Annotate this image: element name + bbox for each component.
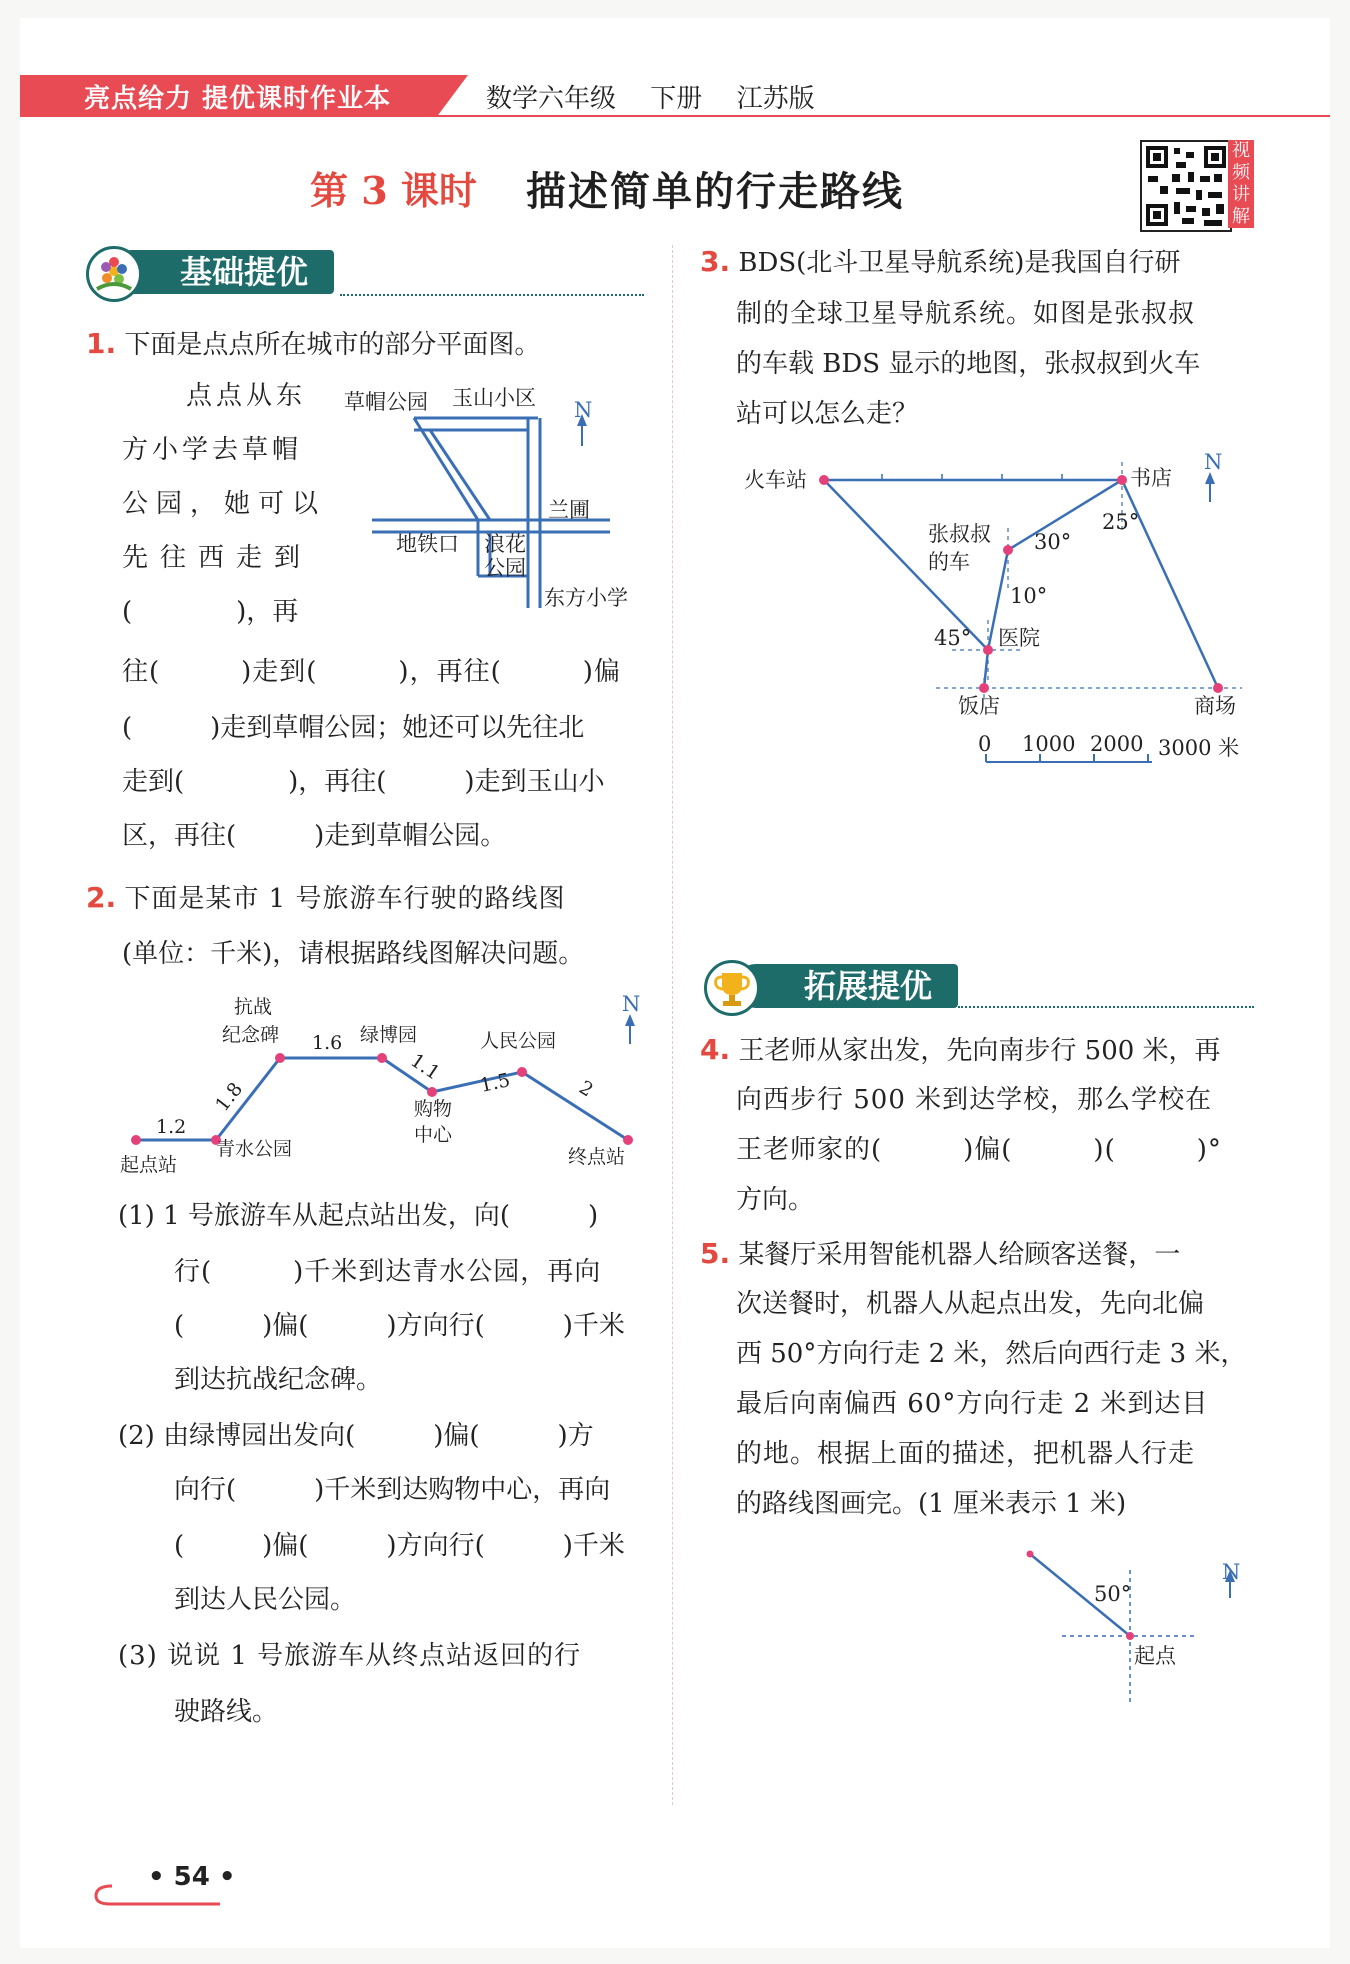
edition-label: 江苏版 [736, 84, 815, 114]
q3-angle-30: 30° [1034, 530, 1072, 554]
q1-label-ditie: 地铁口 [396, 532, 459, 556]
q1-line-3: 公园，她可以 [122, 489, 327, 519]
q2-sub1-line-4: 到达抗战纪念碑。 [174, 1365, 383, 1395]
q5-number: 5. [700, 1237, 731, 1270]
q5-line-2: 次送餐时，机器人从起点出发，先向北偏 [736, 1289, 1205, 1319]
q2-point-start [131, 1135, 141, 1145]
q3-point-hospital [983, 645, 993, 655]
section-extend-badge: 拓展提优 [734, 964, 958, 1008]
q2-number: 2. [86, 881, 117, 914]
q2-label-gouwu-2: 中心 [414, 1124, 453, 1146]
q5-line-1: 5. 某餐厅采用智能机器人给顾客送餐，一 [700, 1237, 1181, 1270]
q3-label-car-2: 的车 [928, 550, 970, 574]
section-extend-dotline [958, 1006, 1254, 1008]
q4-line-1: 4. 王老师从家出发，先向南步行 500 米，再 [700, 1033, 1221, 1066]
q1-line-5: ( )，再 [122, 597, 299, 627]
q4-number: 4. [700, 1033, 731, 1066]
qr-code-icon[interactable] [1140, 140, 1232, 232]
q5-line-5: 的地。根据上面的描述，把机器人行走 [736, 1439, 1196, 1469]
header-rule [20, 115, 1330, 117]
column-divider [672, 245, 673, 1805]
q3-line-1: 3. BDS(北斗卫星导航系统)是我国自行研 [700, 245, 1181, 278]
q2-sub1-line-1: (1) 1 号旅游车从起点站出发，向( ) [118, 1201, 599, 1231]
q1-line-4: 先往西走到 [122, 543, 313, 573]
q2-label-lvbo: 绿博园 [360, 1024, 418, 1046]
q2-dist-2: 1.8 [211, 1078, 248, 1116]
q1-label-caomao: 草帽公园 [344, 390, 428, 414]
q1-north-label: N [574, 398, 593, 422]
q5-line-3: 西 50°方向行走 2 米，然后向西行走 3 米， [736, 1339, 1247, 1369]
q1-line-6: 往( )走到( )，再往( )偏 [122, 657, 621, 687]
q5-line-6: 的路线图画完。(1 厘米表示 1 米) [736, 1489, 1127, 1519]
q4-line-3: 王老师家的( )偏( )( )° [736, 1135, 1222, 1165]
q1-stem: 1. 下面是点点所在城市的部分平面图。 [86, 327, 541, 360]
q2-point-renmin [517, 1067, 527, 1077]
q3-label-train: 火车站 [744, 468, 807, 492]
q1-label-lanyuan: 兰圃 [548, 498, 590, 522]
q3-angle-10: 10° [1010, 584, 1048, 608]
q2-sub1-line-3: ( )偏( )方向行( )千米 [174, 1311, 625, 1341]
q2-dist-4: 1.1 [406, 1049, 444, 1085]
q3-label-hospital: 医院 [998, 626, 1040, 650]
q4-line-2: 向西步行 500 米到达学校，那么学校在 [736, 1085, 1213, 1115]
q3-label-restaurant: 饭店 [958, 694, 1000, 718]
q2-label-end: 终点站 [568, 1146, 626, 1168]
q2-sub2-line-1: (2) 由绿博园出发向( )偏( )方 [118, 1421, 594, 1451]
q2-point-kangzhan [275, 1053, 285, 1063]
q2-dist-6: 2 [575, 1076, 598, 1102]
q1-number: 1. [86, 327, 117, 360]
q2-point-lvbo [377, 1053, 387, 1063]
q5-line-4: 最后向南偏西 60°方向行走 2 米到达目 [736, 1389, 1209, 1419]
q2-sub1-line-2: 行( )千米到达青水公园，再向 [174, 1257, 602, 1287]
q2-sub3-line-2: 驶路线。 [174, 1697, 279, 1727]
lesson-number: 第 3 课时 [310, 168, 477, 213]
flower-icon [86, 246, 142, 302]
q3-scale-1000: 1000 [1022, 732, 1076, 756]
q3-bds-map [730, 450, 1250, 780]
q3-scale-2000: 2000 [1090, 732, 1144, 756]
q2-label-start: 起点站 [120, 1154, 178, 1176]
q3-number: 3. [700, 245, 731, 278]
q2-label-gouwu-1: 购物 [414, 1098, 453, 1120]
q2-dist-1: 1.2 [156, 1116, 187, 1138]
q3-line-4: 站可以怎么走？ [736, 399, 919, 429]
q2-dist-3: 1.6 [312, 1032, 343, 1054]
q2-sub2-line-2: 向行( )千米到达购物中心，再向 [174, 1475, 611, 1505]
series-title: 亮点给力 提优课时作业本 [84, 84, 392, 114]
q3-label-mall: 商场 [1194, 694, 1236, 718]
q1-line-1: 点点从东 [186, 381, 307, 411]
q3-point-car [1003, 545, 1013, 555]
q3-north-label: N [1204, 450, 1223, 474]
q5-start-point [1126, 1632, 1134, 1640]
q3-label-book: 书店 [1130, 466, 1172, 490]
q3-scale-0: 0 [978, 732, 992, 756]
q3-point-book [1117, 475, 1127, 485]
q2-label-kangzhan-2: 纪念碑 [222, 1024, 280, 1046]
q3-point-train [819, 475, 829, 485]
q2-label-renmin: 人民公园 [480, 1030, 557, 1052]
q1-label-langhua-1: 浪花 [484, 532, 526, 556]
q2-sub3-line-1: (3) 说说 1 号旅游车从终点站返回的行 [118, 1641, 582, 1671]
q3-scale-3000: 3000 米 [1158, 736, 1240, 760]
q5-robot-route [1010, 1540, 1250, 1710]
q1-line-2: 方小学去草帽 [122, 435, 303, 465]
q5-angle-50: 50° [1094, 1582, 1132, 1606]
q3-angle-45: 45° [934, 626, 972, 650]
q1-line-9: 区，再往( )走到草帽公园。 [122, 821, 507, 851]
video-explain-tag: 视 频 讲 解 [1228, 140, 1254, 228]
q3-line-2: 制的全球卫星导航系统。如图是张叔叔 [736, 299, 1196, 329]
q3-label-car-1: 张叔叔 [928, 522, 991, 546]
q2-north-label: N [622, 992, 641, 1016]
q1-label-yushan: 玉山小区 [452, 386, 536, 410]
section-basic-badge: 基础提优 [110, 250, 334, 294]
q1-label-dongfang: 东方小学 [544, 586, 628, 610]
q2-dist-5: 1.5 [478, 1069, 513, 1097]
q4-line-4: 方向。 [736, 1185, 815, 1215]
page-number: • 54 • [148, 1862, 236, 1892]
q5-north-label: N [1222, 1560, 1241, 1584]
q2-sub2-line-3: ( )偏( )方向行( )千米 [174, 1531, 625, 1561]
q2-stem-1: 2. 下面是某市 1 号旅游车行驶的路线图 [86, 881, 566, 914]
q2-label-qingshui: 青水公园 [216, 1138, 293, 1160]
q1-label-langhua-2: 公园 [484, 556, 526, 580]
section-basic-dotline [340, 294, 644, 296]
book-info [486, 78, 841, 115]
q5-label-start: 起点 [1134, 1644, 1176, 1668]
volume-label: 下册 [650, 84, 703, 114]
q2-sub2-line-4: 到达人民公园。 [174, 1585, 357, 1615]
trophy-icon [704, 960, 760, 1016]
q3-line-3: 的车载 BDS 显示的地图，张叔叔到火车 [736, 349, 1201, 379]
lesson-title: 描述简单的行走路线 [526, 168, 904, 215]
q1-line-7: ( )走到草帽公园；她还可以先往北 [122, 713, 585, 743]
q2-stem-2: (单位：千米)，请根据路线图解决问题。 [122, 939, 585, 969]
subject-label: 数学六年级 [486, 84, 617, 114]
q3-angle-25: 25° [1102, 510, 1140, 534]
q2-label-kangzhan-1: 抗战 [234, 996, 273, 1018]
q1-line-8: 走到( )，再往( )走到玉山小 [122, 767, 605, 797]
